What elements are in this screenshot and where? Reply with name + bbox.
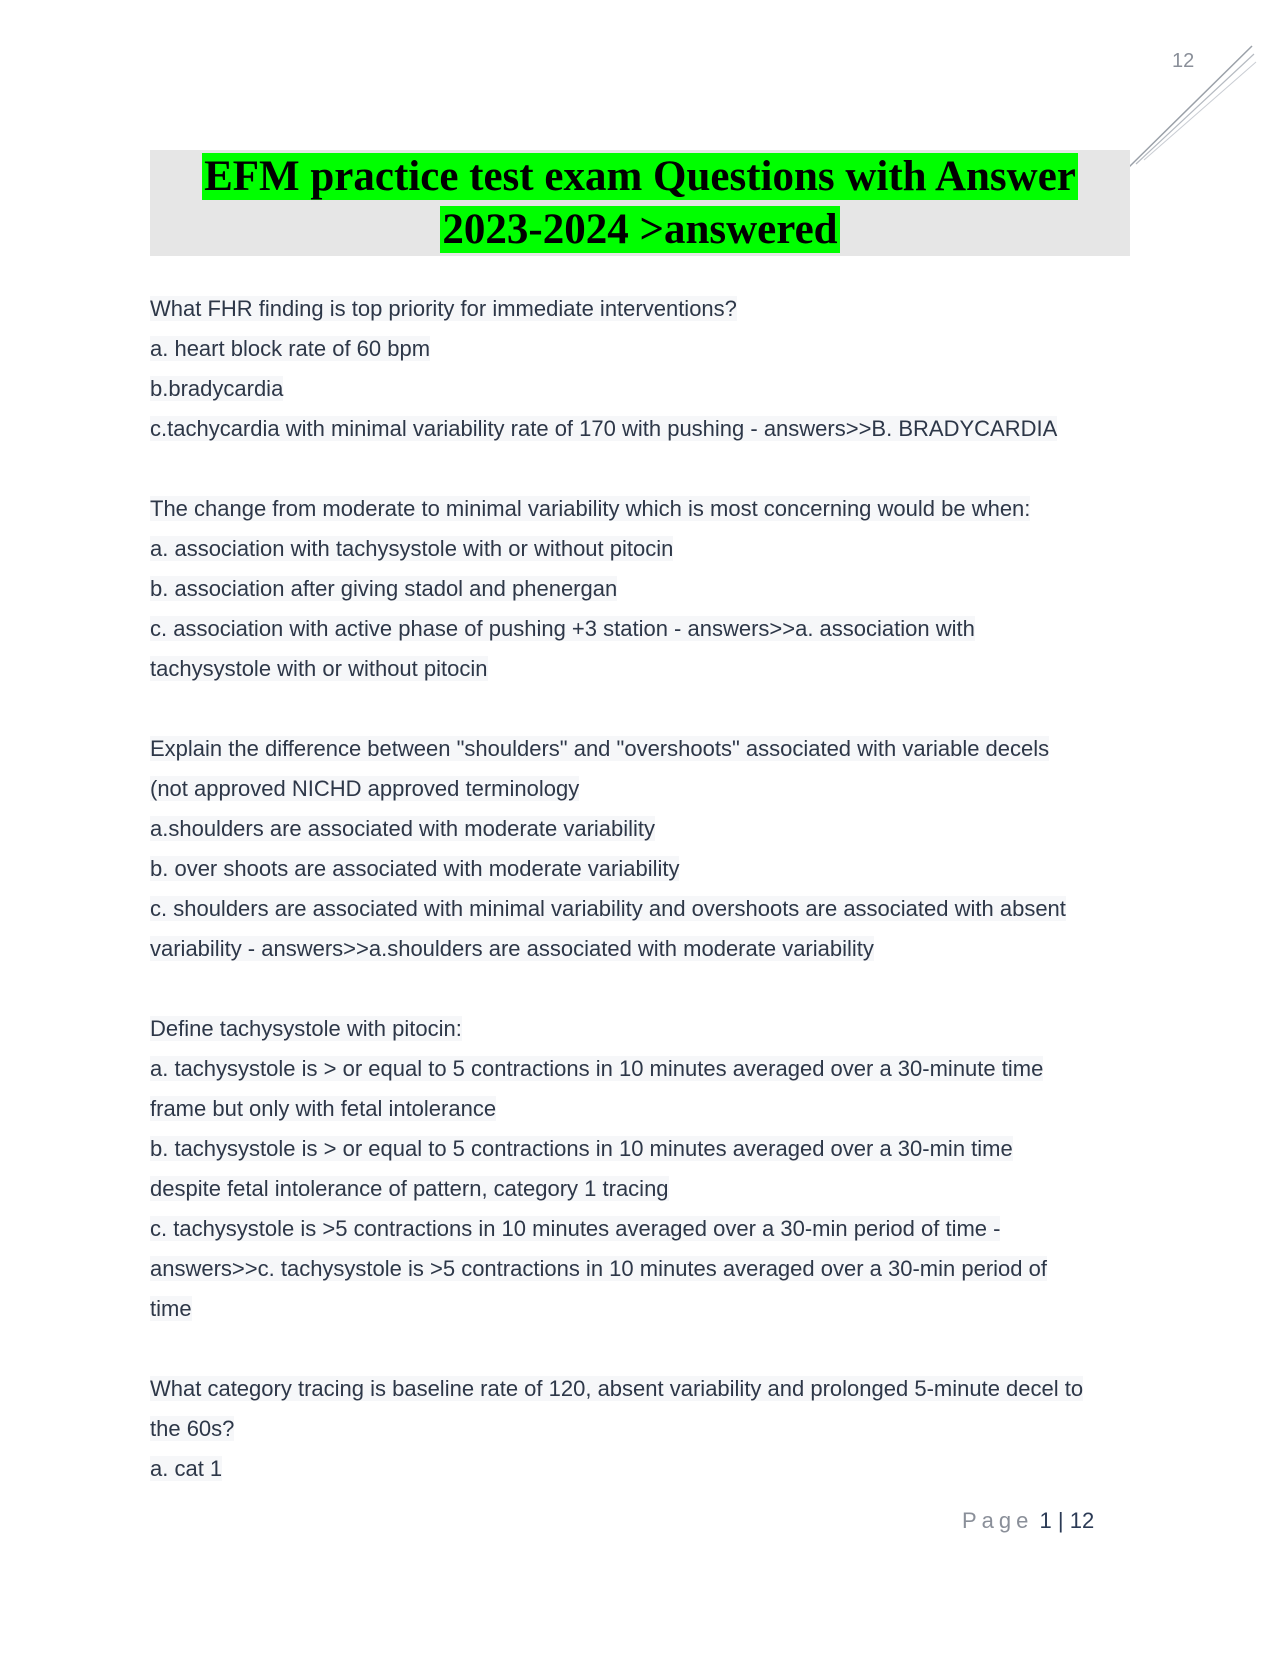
question-line-text: Define tachysystole with pitocin: — [150, 1016, 462, 1041]
question-block — [150, 1009, 1140, 1329]
footer-total-pages: 12 — [1069, 1508, 1095, 1533]
question-line-text: The change from moderate to minimal variability which is most concerning would be when: — [150, 496, 1031, 521]
question-line — [150, 529, 1140, 569]
question-line — [150, 329, 1140, 369]
question-line — [150, 1209, 1140, 1249]
question-gap — [150, 449, 1140, 489]
question-line-text: tachysystole with or without pitocin — [150, 656, 488, 681]
question-line-text: b. tachysystole is > or equal to 5 contractions in 10 minutes averaged over a 30-min time — [150, 1136, 1013, 1161]
title-line-2: 2023-2024 >answered — [442, 206, 838, 253]
question-line-text: despite fetal intolerance of pattern, category 1 tracing — [150, 1176, 669, 1201]
question-line — [150, 649, 1140, 689]
question-line-text: What category tracing is baseline rate of 120, absent variability and prolonged 5-minute decel to — [150, 1376, 1084, 1401]
question-line — [150, 409, 1140, 449]
question-line-text: What FHR finding is top priority for immediate interventions? — [150, 296, 737, 321]
question-line-text: (not approved NICHD approved terminology — [150, 776, 580, 801]
question-line-text: a. tachysystole is > or equal to 5 contractions in 10 minutes averaged over a 30-minute time — [150, 1056, 1044, 1081]
footer-current-page: 1 — [1039, 1508, 1052, 1533]
question-gap — [150, 689, 1140, 729]
question-line — [150, 1409, 1140, 1449]
question-line-text: b. association after giving stadol and phenergan — [150, 576, 618, 601]
question-gap — [150, 1329, 1140, 1369]
question-list — [150, 289, 1140, 1489]
question-line-text: Explain the difference between "shoulders" and "overshoots" associated with variable decels — [150, 736, 1050, 761]
question-line — [150, 289, 1140, 329]
question-line — [150, 729, 1140, 769]
question-line-text: a. association with tachysystole with or without pitocin — [150, 536, 674, 561]
question-block — [150, 489, 1140, 689]
question-line — [150, 769, 1140, 809]
corner-decoration — [1120, 40, 1260, 180]
question-line — [150, 1289, 1140, 1329]
question-line-text: b. over shoots are associated with moderate variability — [150, 856, 680, 881]
question-block — [150, 1369, 1140, 1489]
question-line-text: b.bradycardia — [150, 376, 284, 401]
question-line-text: time — [150, 1296, 192, 1321]
question-line-text: the 60s? — [150, 1416, 235, 1441]
question-line-text: c. shoulders are associated with minimal variability and overshoots are associated with absent — [150, 896, 1066, 921]
question-gap — [150, 969, 1140, 1009]
question-line — [150, 1249, 1140, 1289]
question-line-text: answers>>c. tachysystole is >5 contractions in 10 minutes averaged over a 30-min period of — [150, 1256, 1047, 1281]
question-line — [150, 1089, 1140, 1129]
question-line — [150, 609, 1140, 649]
question-line — [150, 369, 1140, 409]
question-line-text: c.tachycardia with minimal variability rate of 170 with pushing - answers>>B. BRADYCARDIA — [150, 416, 1058, 441]
question-line — [150, 849, 1140, 889]
corner-page-number: 12 — [1172, 50, 1195, 72]
question-line — [150, 1049, 1140, 1089]
question-line — [150, 569, 1140, 609]
question-line — [150, 1449, 1140, 1489]
question-line — [150, 1369, 1140, 1409]
question-line-text: variability - answers>>a.shoulders are associated with moderate variability — [150, 936, 874, 961]
footer-separator: | — [1057, 1508, 1064, 1533]
question-line — [150, 889, 1140, 929]
question-line — [150, 1129, 1140, 1169]
title-line-1: EFM practice test exam Questions with Answer — [204, 153, 1076, 200]
question-line-text: c. tachysystole is >5 contractions in 10 minutes averaged over a 30-min period of time - — [150, 1216, 1001, 1241]
question-line-text: a. heart block rate of 60 bpm — [150, 336, 431, 361]
document-title — [150, 150, 1130, 256]
question-block — [150, 289, 1140, 449]
question-line — [150, 929, 1140, 969]
question-line-text: frame but only with fetal intolerance — [150, 1096, 497, 1121]
question-line — [150, 489, 1140, 529]
question-line-text: a.shoulders are associated with moderate variability — [150, 816, 656, 841]
question-line — [150, 809, 1140, 849]
footer-page-label: Page — [962, 1508, 1034, 1533]
page-footer — [962, 1508, 1094, 1534]
question-line-text: c. association with active phase of pushing +3 station - answers>>a. association with — [150, 616, 975, 641]
question-line-text: a. cat 1 — [150, 1456, 223, 1481]
question-block — [150, 729, 1140, 969]
question-line — [150, 1009, 1140, 1049]
question-line — [150, 1169, 1140, 1209]
